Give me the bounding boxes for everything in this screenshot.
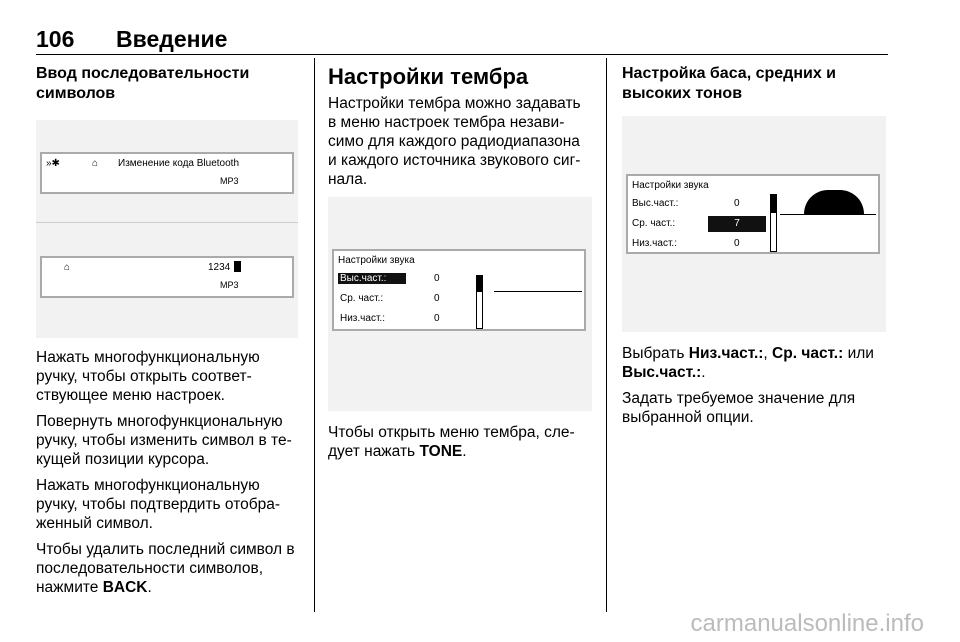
heading-symbol-input: Ввод последовательности символов: [36, 65, 250, 102]
column-divider: [606, 58, 607, 612]
row-value-treble: 0: [734, 198, 740, 209]
paragraph: Повернуть многофункциональную ручку, чтобы изменить символ в текущей позиции курсора.: [36, 413, 292, 468]
paragraph: Чтобы открыть меню тембра, следует нажать TONE.: [328, 424, 575, 460]
code-value: 1234: [208, 262, 231, 273]
level-line: [780, 214, 876, 215]
screen-code-entry: [40, 256, 294, 298]
figure-tone-menu: [328, 197, 592, 411]
section-title: Введение: [116, 26, 228, 52]
back-key: BACK: [102, 579, 148, 596]
paragraph: Нажать многофункциональную ручку, чтобы открыть соответствующее меню настроек.: [36, 349, 260, 404]
page-header: [36, 24, 888, 55]
row-value-treble: 0: [434, 273, 440, 284]
figure-code-entry: [36, 120, 298, 338]
heading-bass-mid-treble: Настройка баса, средних и высоких тонов: [622, 65, 836, 102]
level-line: [494, 291, 582, 292]
sound-settings-screen: [626, 174, 880, 254]
screen-title: Изменение кода Bluetooth: [118, 158, 240, 169]
row-value-bass: 0: [434, 313, 440, 324]
heading-tone-settings: Настройки тембра: [328, 64, 529, 89]
row-label-bass: Низ.част.:: [340, 313, 385, 324]
row-label-mid: Ср. част.:: [340, 293, 384, 304]
paragraph: Выбрать Низ.част.:, Ср. част.: или Выс.част.:.: [622, 345, 874, 381]
row-label-mid: Ср. част.:: [632, 218, 676, 229]
cursor: [234, 261, 241, 272]
level-curve: [804, 190, 864, 214]
arrows-icon: »✱: [46, 158, 60, 169]
row-value-bass: 0: [734, 238, 740, 249]
lock-icon: ⌂: [64, 262, 71, 273]
row-value-mid: 7: [708, 216, 766, 232]
source-label: MP3: [220, 176, 239, 186]
screen-bluetooth-code: [40, 152, 294, 194]
row-label-treble: Выс.част.:: [632, 198, 679, 209]
sound-settings-screen: [332, 249, 586, 331]
tone-key: TONE: [419, 443, 463, 460]
paragraph: Задать требуемое значение для выбранной опции.: [622, 390, 856, 426]
column-3: [622, 64, 886, 434]
row-label-bass: Низ.част.:: [632, 238, 677, 249]
figure-mid-setting: [622, 116, 886, 332]
screen-title: Настройки звука: [632, 180, 709, 191]
paragraph: Нажать многофункциональную ручку, чтобы подтвердить отображенный символ.: [36, 477, 281, 532]
row-label-treble: Выс.част.:: [338, 273, 406, 284]
paragraph: Настройки тембра можно задавать в меню настроек тембра независимо для каждого радиодиапазона и каждого источника звукового сигнала.: [328, 95, 581, 188]
column-2: [328, 64, 592, 468]
lock-icon: ⌂: [92, 158, 99, 169]
screen-title: Настройки звука: [338, 255, 415, 266]
row-value-mid: 0: [434, 293, 440, 304]
scrollbar-thumb: [477, 276, 482, 292]
source-label: MP3: [220, 280, 239, 290]
divider: [36, 222, 298, 223]
column-divider: [314, 58, 315, 612]
column-1: [36, 64, 298, 604]
watermark: carmanualsonline.info: [690, 610, 924, 637]
paragraph: Чтобы удалить последний символ в последовательности символов, нажмите BACK.: [36, 541, 295, 596]
scrollbar-thumb: [771, 195, 776, 213]
page-number: 106: [36, 26, 75, 52]
